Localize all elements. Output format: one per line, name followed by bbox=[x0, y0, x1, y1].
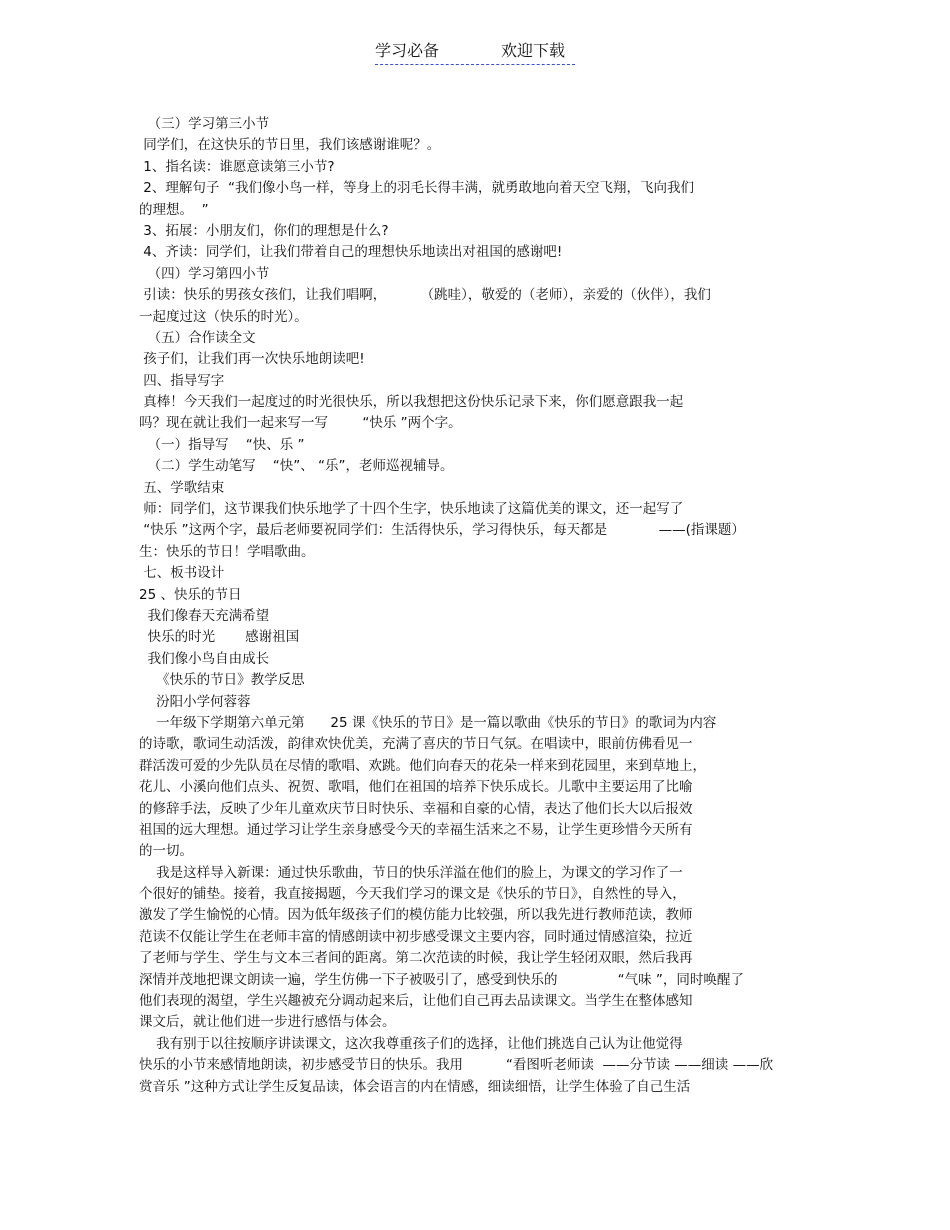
text-line: 汾阳小学何蓉蓉 bbox=[139, 693, 251, 710]
text-line: 深情并茂地把课文朗读一遍，学生仿佛一下子被吸引了，感受到快乐的 “气味 ”，同时唤醒了 bbox=[139, 971, 744, 988]
text-line: 课文后，就让他们进一步进行感悟与体会。 bbox=[139, 1014, 396, 1031]
text-line: 的修辞手法，反映了少年儿童欢庆节日时快乐、幸福和自豪的心情，表达了他们长大以后报效 bbox=[139, 800, 693, 817]
text-line: （三）学习第三小节 bbox=[139, 116, 270, 132]
text-line: 我有别于以往按顺序讲读课文，这次我尊重孩子们的选择，让他们挑选自己认为让他觉得 bbox=[139, 1035, 683, 1052]
text-line: 引读：快乐的男孩女孩们，让我们唱啊， （跳哇），敬爱的（老师），亲爱的（伙伴），我们 bbox=[139, 287, 711, 304]
header-left-text: 学习必备 bbox=[375, 41, 440, 60]
text-line: （五）合作读全文 bbox=[139, 329, 256, 346]
page-header bbox=[375, 38, 575, 65]
text-line: 《快乐的节日》教学反思 bbox=[139, 672, 305, 689]
text-line: 祖国的远大理想。通过学习让学生亲身感受今天的幸福生活来之不易，让学生更珍惜今天所有 bbox=[139, 821, 693, 838]
text-line: “快乐 ”这两个字，最后老师要祝同学们：生活得快乐，学习得快乐，每天都是 ——(指课题） bbox=[139, 522, 745, 539]
document-body bbox=[139, 114, 799, 1098]
text-line: 我们像小鸟自由成长 bbox=[139, 650, 270, 667]
text-line: 激发了学生愉悦的心情。因为低年级孩子们的模仿能力比较强，所以我先进行教师范读，教师 bbox=[139, 907, 693, 924]
text-line: 五、学歌结束 bbox=[139, 479, 225, 496]
text-line: 我们像春天充满希望 bbox=[139, 607, 270, 624]
text-line: 生：快乐的节日！学唱歌曲。 bbox=[139, 543, 315, 560]
text-line: 孩子们，让我们再一次快乐地朗读吧! bbox=[139, 351, 365, 368]
text-line: 赏音乐 ”这种方式让学生反复品读，体会语言的内在情感，细读细悟，让学生体验了自己生活 bbox=[139, 1078, 691, 1095]
text-line: 我是这样导入新课：通过快乐歌曲，节日的快乐洋溢在他们的脸上，为课文的学习作了一 bbox=[139, 864, 683, 881]
text-line: 2、理解句子 “我们像小鸟一样，等身上的羽毛长得丰满，就勇敢地向着天空飞翔，飞向我们 bbox=[139, 180, 694, 197]
text-line: 25 、快乐的节日 bbox=[139, 586, 242, 603]
text-line: 同学们，在这快乐的节日里，我们该感谢谁呢？。 bbox=[139, 137, 441, 154]
text-line: 群活泼可爱的少先队员在尽情的歌唱、欢跳。他们向春天的花朵一样来到花园里，来到草地上， bbox=[139, 757, 706, 774]
text-line: 3、拓展：小朋友们，你们的理想是什么? bbox=[139, 222, 389, 239]
text-line: 1、指名读：谁愿意读第三小节? bbox=[139, 158, 335, 175]
text-line: 一起度过这（快乐的时光）。 bbox=[139, 308, 308, 325]
text-line: 真棒！今天我们一起度过的时光很快乐，所以我想把这份快乐记录下来，你们愿意跟我一起 bbox=[139, 394, 684, 411]
text-line: 了老师与学生、学生与文本三者间的距离。第二次范读的时候，我让学生轻闭双眼，然后我再 bbox=[139, 950, 693, 967]
text-line: 范读不仅能让学生在老师丰富的情感朗读中初步感受课文主要内容，同时通过情感渲染，拉近 bbox=[139, 928, 693, 945]
text-line: （四）学习第四小节 bbox=[139, 265, 270, 282]
text-line: 的一切。 bbox=[139, 843, 193, 860]
text-line: 吗？现在就让我们一起来写一写 “快乐 ”两个字。 bbox=[139, 415, 462, 432]
text-line: 花儿、小溪向他们点头、祝贺、歌唱，他们在祖国的培养下快乐成长。儿歌中主要运用了比喻 bbox=[139, 779, 693, 796]
text-line: 一年级下学期第六单元第 25 课《快乐的节日》是一篇以歌曲《快乐的节日》的歌词为内容 bbox=[139, 714, 717, 731]
text-line: （二）学生动笔写 “快”、 “乐”，老师巡视辅导。 bbox=[139, 458, 454, 475]
text-line: 快乐的时光 感谢祖国 bbox=[139, 629, 300, 646]
text-line: 个很好的铺垫。接着，我直接揭题，今天我们学习的课文是《快乐的节日》，自然性的导入， bbox=[139, 886, 686, 903]
text-line: 快乐的小节来感情地朗读，初步感受节日的快乐。我用 “看图听老师读 ——分节读 ——细读 ——欣 bbox=[139, 1057, 774, 1074]
text-line: 的理想。 ” bbox=[139, 201, 209, 218]
text-line: 师：同学们，这节课我们快乐地学了十四个生字，快乐地读了这篇优美的课文，还一起写了 bbox=[139, 501, 684, 518]
text-line: 四、指导写字 bbox=[139, 372, 225, 389]
text-line: 七、板书设计 bbox=[139, 565, 225, 582]
text-line: 的诗歌，歌词生动活泼，韵律欢快优美，充满了喜庆的节日气氛。在唱读中，眼前仿佛看见一 bbox=[139, 736, 693, 753]
text-line: 4、齐读：同学们，让我们带着自己的理想快乐地读出对祖国的感谢吧! bbox=[139, 244, 563, 261]
header-right-text: 欢迎下载 bbox=[501, 41, 566, 60]
text-line: （一）指导写 “快、乐 ” bbox=[139, 436, 305, 453]
text-line: 他们表现的渴望，学生兴趣被充分调动起来后，让他们自己再去品读课文。当学生在整体感知 bbox=[139, 993, 693, 1010]
